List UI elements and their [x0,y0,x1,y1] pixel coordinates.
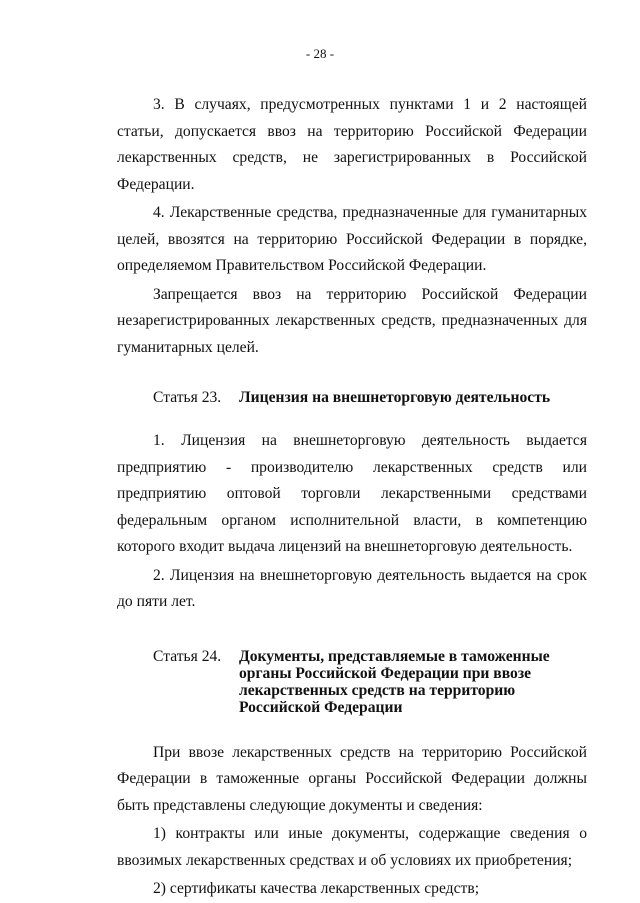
article-23-paragraph-1: 1. Лицензия на внешнеторговую деятельность выдается предприятию - производителю лекарственных средств или предприятию оптовой торговли лекарственными средствами федеральным органом исполнительной власти, в компетенцию которого входит выдача лицензий на внешнеторговую деятельность. [117,432,587,555]
article-24-item-1: 1) контракты или иные документы, содержащие сведения о ввозимых лекарственных средствах и об условиях их приобретения; [117,825,587,869]
article-23-heading [117,389,587,406]
article-24-item-2: 2) сертификаты качества лекарственных средств; [153,880,480,897]
paragraph-4: 4. Лекарственные средства, предназначенные для гуманитарных целей, ввозятся на территорию Российской Федерации в порядке, определяемом Правительством Российской Федерации. [117,204,587,274]
paragraph-prohibition: Запрещается ввоз на территорию Российской Федерации незарегистрированных лекарственных средств, предназначенных для гуманитарных целей. [117,285,587,356]
article-24-title: Документы, представляемые в таможенные органы Российской Федерации при ввозе лекарственных средств на территорию Российской Федерации [239,647,550,716]
article-23-paragraph-2: 2. Лицензия на внешнеторговую деятельность выдается на срок до пяти лет. [117,566,587,610]
article-24-heading [117,648,587,716]
article-23-title: Лицензия на внешнеторговую деятельность [239,389,551,406]
article-24-label: Статья 24. [153,647,222,665]
page-number: - 28 - [305,46,335,61]
article-23-label: Статья 23. [153,389,222,406]
paragraph-3: 3. В случаях, предусмотренных пунктами 1 и 2 настоящей статьи, допускается ввоз на территорию Российской Федерации лекарственных средств, не зарегистрированных в Российской Федерации. [117,96,587,193]
document-body [117,92,587,903]
article-24-paragraph-intro: При ввозе лекарственных средств на территорию Российской Федерации в таможенные органы Российской Федерации должны быть представлены следующие документы и сведения: [117,743,587,814]
